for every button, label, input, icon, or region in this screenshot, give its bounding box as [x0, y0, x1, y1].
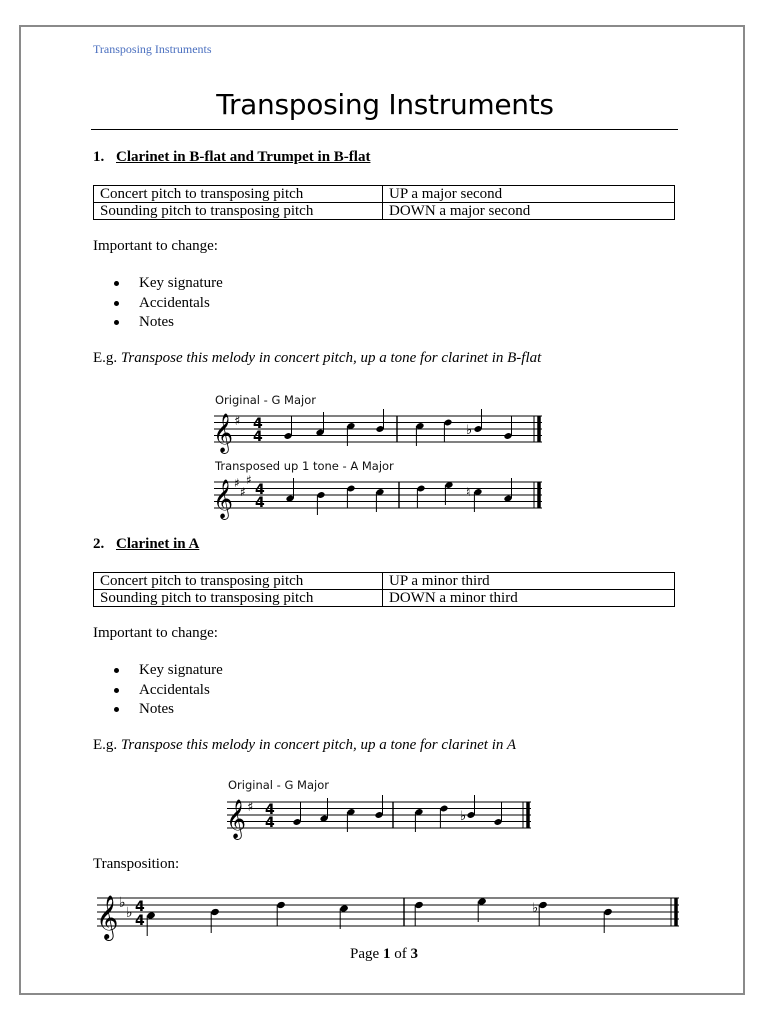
total-page-count: 3 — [410, 946, 418, 962]
table-cell: DOWN a major second — [383, 203, 675, 220]
list-item-text: Accidentals — [139, 681, 210, 698]
bullet-icon — [114, 668, 119, 673]
list-item — [112, 700, 223, 720]
table-cell: Concert pitch to transposing pitch — [94, 186, 383, 203]
transposition-label: Transposition: — [93, 856, 180, 872]
score-label-original: Original - G Major — [215, 393, 316, 407]
score-label-transposed: Transposed up 1 tone - A Major — [215, 459, 394, 473]
time-signature-top: 4 — [265, 802, 275, 818]
table-row — [94, 590, 675, 607]
bullet-icon — [114, 707, 119, 712]
sharp-icon: ♯ — [246, 473, 252, 487]
table-row — [94, 573, 675, 590]
example-prefix: E.g. — [93, 737, 118, 753]
time-signature-top: 4 — [253, 416, 263, 432]
flat-icon: ♭ — [119, 895, 126, 911]
sharp-icon: ♯ — [247, 800, 254, 815]
svg-text:♭: ♭ — [466, 423, 473, 438]
time-signature-bottom: 4 — [135, 913, 145, 929]
table-cell: Sounding pitch to transposing pitch — [94, 590, 383, 607]
table-row — [94, 203, 675, 220]
svg-text:♮: ♮ — [466, 485, 471, 499]
page-number-footer — [0, 946, 768, 963]
list-item-text: Notes — [139, 314, 174, 330]
table-cell: Sounding pitch to transposing pitch — [94, 203, 383, 220]
sharp-icon: ♯ — [234, 476, 240, 490]
svg-text:♭: ♭ — [460, 809, 467, 824]
bullet-icon — [114, 281, 119, 286]
table-cell: DOWN a minor third — [383, 590, 675, 607]
table-cell: UP a major second — [383, 186, 675, 203]
treble-clef-icon: 𝄞 — [226, 799, 247, 839]
list-item-text: Key signature — [139, 275, 223, 291]
note-heads — [146, 897, 613, 936]
note-heads — [292, 795, 502, 832]
document-title: Transposing Instruments — [216, 88, 554, 121]
score-original-g-major — [212, 408, 546, 453]
table-cell: UP a minor third — [383, 573, 675, 590]
score-label-original: Original - G Major — [228, 778, 329, 792]
flat-icon: ♭ — [126, 905, 133, 921]
score-original-g-major-2 — [225, 794, 535, 839]
table-cell: Concert pitch to transposing pitch — [94, 573, 383, 590]
section-2-number: 2. — [93, 536, 105, 552]
example-instruction: Transpose this melody in concert pitch, up a tone for clarinet in A — [120, 737, 517, 753]
bullet-icon — [114, 301, 119, 306]
list-item-text: Notes — [139, 701, 174, 717]
section-1-number: 1. — [93, 149, 105, 165]
table-row — [94, 186, 675, 203]
section-2-example — [93, 737, 516, 754]
time-signature-bottom: 4 — [253, 429, 263, 445]
example-prefix: E.g. — [93, 350, 118, 366]
section-2-interval-table — [93, 572, 675, 607]
footer-page-word: Page — [350, 946, 380, 962]
time-signature-bottom: 4 — [255, 495, 265, 511]
treble-clef-icon: 𝄞 — [213, 413, 234, 453]
time-signature-top: 4 — [255, 482, 265, 498]
score-transposition-answer — [93, 890, 683, 940]
section-1-heading — [93, 149, 370, 166]
section-2-bullet-list — [112, 661, 223, 720]
section-2-important-label: Important to change: — [93, 625, 218, 641]
note-heads — [283, 409, 512, 446]
list-item — [112, 313, 223, 333]
bullet-icon — [114, 688, 119, 693]
section-2-heading — [93, 536, 199, 553]
sharp-icon: ♯ — [240, 485, 246, 499]
running-header: Transposing Instruments — [93, 42, 212, 56]
section-2-title: Clarinet in A — [116, 536, 200, 552]
section-1-important-label: Important to change: — [93, 238, 218, 254]
list-item — [112, 681, 223, 701]
section-1-example — [93, 350, 541, 367]
list-item-text: Key signature — [139, 662, 223, 678]
time-signature-top: 4 — [135, 899, 145, 915]
list-item — [112, 661, 223, 681]
title-underline-rule — [91, 129, 678, 130]
list-item-text: Accidentals — [139, 294, 210, 311]
time-signature-bottom: 4 — [265, 815, 275, 831]
section-1-bullet-list — [112, 274, 223, 333]
svg-text:♭: ♭ — [532, 901, 539, 916]
current-page-number: 1 — [382, 946, 391, 962]
example-instruction: Transpose this melody in concert pitch, up a tone for clarinet in B-flat — [120, 350, 542, 366]
bullet-icon — [114, 320, 119, 325]
treble-clef-icon: 𝄞 — [213, 479, 234, 519]
list-item — [112, 294, 223, 314]
list-item — [112, 274, 223, 294]
score-transposed-a-major — [212, 473, 546, 519]
treble-clef-icon: 𝄞 — [96, 895, 119, 939]
section-1-interval-table — [93, 185, 675, 220]
footer-of-word: of — [394, 946, 407, 962]
section-1-title: Clarinet in B-flat and Trumpet in B-flat — [116, 149, 371, 165]
sharp-icon: ♯ — [234, 414, 241, 429]
